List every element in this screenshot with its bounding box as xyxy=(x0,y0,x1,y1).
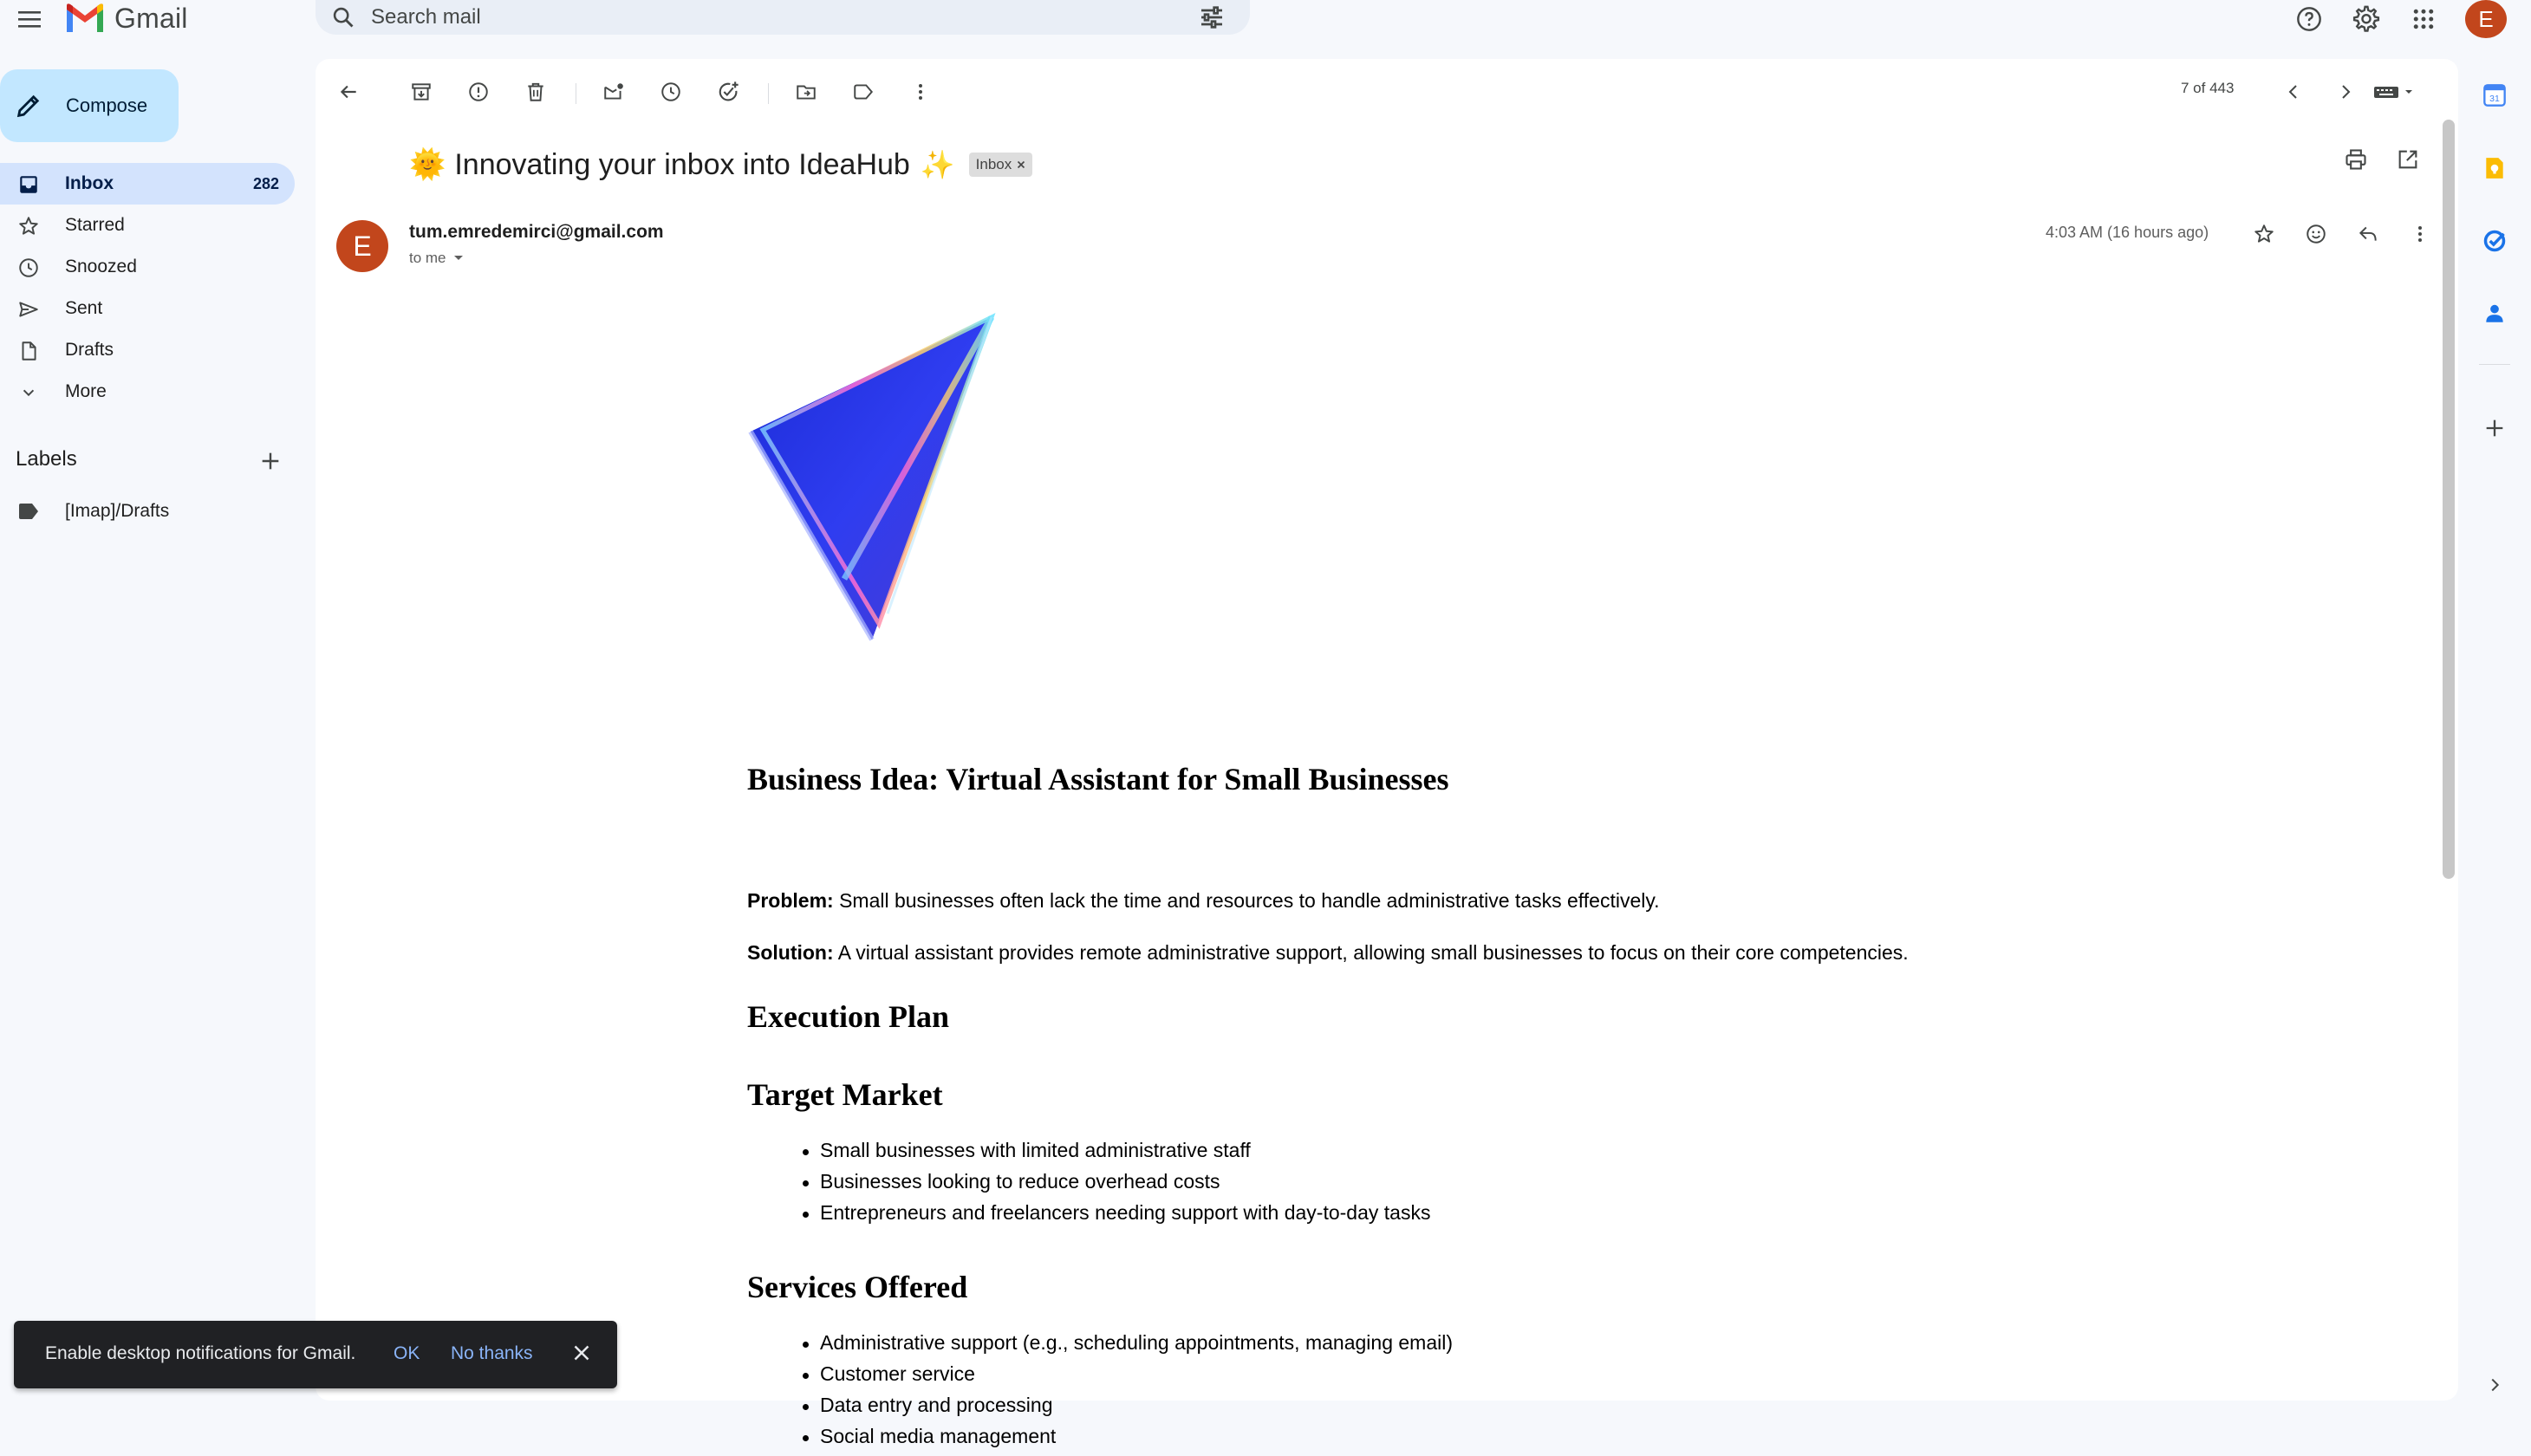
tasks-icon xyxy=(2482,229,2507,253)
toolbar-divider xyxy=(768,83,769,104)
apps-button[interactable] xyxy=(2406,2,2441,36)
inbox-unread-count: 282 xyxy=(252,174,279,192)
paper-plane-image xyxy=(749,319,1044,752)
keep-app-button[interactable] xyxy=(2479,153,2510,184)
archive-icon xyxy=(410,81,433,103)
solution-label: Solution: xyxy=(747,941,834,964)
gmail-logo[interactable] xyxy=(64,0,188,36)
sidebar-item-starred[interactable] xyxy=(0,205,295,246)
apps-grid-icon xyxy=(2411,6,2437,32)
solution-text: A virtual assistant provides remote administrative support, allowing small businesses to focus on their core competencies. xyxy=(833,941,1909,964)
subject-row xyxy=(409,142,1032,187)
star-button[interactable] xyxy=(2247,217,2281,251)
report-spam-button[interactable] xyxy=(461,75,496,109)
close-icon[interactable] xyxy=(1017,160,1025,169)
list-item: Customer service xyxy=(747,1362,1453,1394)
sidebar-label-imap-drafts[interactable] xyxy=(0,491,295,532)
settings-button[interactable] xyxy=(2349,2,2384,36)
more-vert-icon xyxy=(910,81,931,103)
support-button[interactable] xyxy=(2292,2,2326,36)
target-list xyxy=(747,1139,1430,1232)
rail-divider xyxy=(2479,364,2510,365)
inbox-label-chip[interactable] xyxy=(969,153,1033,177)
sender-avatar[interactable]: E xyxy=(336,220,388,272)
sender-email[interactable]: tum.emredemirci@gmail.com xyxy=(409,222,664,242)
clock-icon xyxy=(660,81,682,103)
sidebar-item-label: Drafts xyxy=(65,340,114,360)
calendar-icon xyxy=(2482,83,2507,107)
list-item: Administrative support (e.g., scheduling appointments, managing email) xyxy=(747,1331,1453,1362)
help-icon xyxy=(2295,5,2323,33)
sidebar-nav xyxy=(0,163,295,413)
more-actions-button[interactable] xyxy=(903,75,938,109)
enable-notifications-button[interactable]: OK xyxy=(394,1343,420,1363)
gmail-m-icon xyxy=(64,3,106,34)
decline-notifications-button[interactable]: No thanks xyxy=(451,1343,533,1363)
search-bar[interactable] xyxy=(316,0,1250,35)
add-label-icon[interactable] xyxy=(257,447,284,475)
sparkles-emoji: ✨ xyxy=(920,149,955,180)
contacts-app-button[interactable] xyxy=(2479,298,2510,329)
list-item: Small businesses with limited administrative staff xyxy=(747,1139,1430,1170)
show-side-panel-button[interactable] xyxy=(2479,1369,2510,1401)
search-options-icon[interactable] xyxy=(1198,3,1226,31)
hamburger-icon xyxy=(16,9,42,29)
keyboard-icon xyxy=(2371,81,2419,102)
sidebar-item-label: Starred xyxy=(65,215,125,235)
compose-label: Compose xyxy=(66,94,148,116)
email-subject: Innovating your inbox into IdeaHub xyxy=(454,147,910,181)
body-title: Business Idea: Virtual Assistant for Small Businesses xyxy=(747,762,1449,796)
chevron-right-icon xyxy=(2335,81,2356,102)
report-icon xyxy=(467,81,490,103)
account-avatar[interactable]: E xyxy=(2465,0,2507,38)
message-more-button[interactable] xyxy=(2403,217,2437,251)
gear-icon xyxy=(2352,4,2381,34)
open-in-new-icon xyxy=(2396,147,2420,172)
caret-down-icon xyxy=(453,255,464,262)
label-outline-icon xyxy=(851,81,875,103)
mark-unread-button[interactable] xyxy=(596,75,631,109)
search-icon[interactable] xyxy=(331,5,355,29)
keep-icon xyxy=(2483,156,2506,180)
services-heading: Services Offered xyxy=(747,1270,968,1304)
recipients-label: to me xyxy=(409,250,446,266)
add-task-icon xyxy=(716,80,740,104)
delete-button[interactable] xyxy=(518,75,553,109)
inbox-icon xyxy=(17,173,40,196)
sidebar-item-label: More xyxy=(65,381,107,401)
problem-label: Problem: xyxy=(747,889,834,912)
add-reaction-button[interactable] xyxy=(2299,217,2333,251)
sidebar-item-label: Sent xyxy=(65,298,103,318)
get-addons-button[interactable] xyxy=(2479,413,2510,444)
pencil-icon xyxy=(14,91,43,120)
folder-move-icon xyxy=(794,81,818,103)
main-menu-button[interactable] xyxy=(12,2,47,36)
list-item: Entrepreneurs and freelancers needing support with day-to-day tasks xyxy=(747,1201,1430,1232)
target-heading: Target Market xyxy=(747,1077,943,1112)
chevron-right-icon xyxy=(2485,1375,2504,1394)
open-new-window-button[interactable] xyxy=(2391,142,2425,177)
arrow-back-icon xyxy=(337,81,360,103)
tasks-app-button[interactable] xyxy=(2479,225,2510,257)
svg-text:31: 31 xyxy=(2489,94,2500,104)
draft-icon xyxy=(17,340,40,362)
move-to-button[interactable] xyxy=(789,75,823,109)
add-to-tasks-button[interactable] xyxy=(711,75,745,109)
print-all-button[interactable] xyxy=(2339,142,2373,177)
labels-heading: Labels xyxy=(16,447,77,471)
back-button[interactable] xyxy=(331,75,366,109)
archive-button[interactable] xyxy=(404,75,439,109)
sidebar-item-sent[interactable] xyxy=(0,288,295,329)
sidebar-item-more[interactable] xyxy=(0,371,295,413)
top-bar xyxy=(0,0,2531,52)
search-input[interactable] xyxy=(371,3,1151,31)
pagination-text: 7 of 443 xyxy=(2181,80,2235,96)
services-list xyxy=(747,1331,1453,1456)
reply-button[interactable] xyxy=(2351,217,2385,251)
sun-emoji: 🌞 xyxy=(409,148,446,181)
clock-icon xyxy=(17,257,40,279)
compose-button[interactable] xyxy=(0,69,179,142)
reply-icon xyxy=(2357,223,2379,245)
solution-paragraph xyxy=(747,941,1909,965)
snooze-button[interactable] xyxy=(654,75,688,109)
problem-text: Small businesses often lack the time and resources to handle administrative tasks effectively. xyxy=(833,889,1660,912)
newer-button[interactable] xyxy=(2276,75,2311,109)
gmail-wordmark: Gmail xyxy=(114,2,188,34)
inbox-chip-label: Inbox xyxy=(975,156,1012,172)
emoji-icon xyxy=(2305,223,2327,245)
sidebar-item-snoozed[interactable] xyxy=(0,246,295,288)
recipients-toggle[interactable] xyxy=(409,250,464,267)
mark-unread-icon xyxy=(602,81,626,103)
more-vert-icon xyxy=(2410,223,2430,245)
sidebar-item-drafts[interactable] xyxy=(0,329,295,371)
sidebar-item-label: Snoozed xyxy=(65,257,137,276)
sidebar-item-inbox[interactable] xyxy=(0,163,295,205)
problem-paragraph xyxy=(747,889,1660,913)
chevron-left-icon xyxy=(2283,81,2304,102)
message-scrollbar[interactable] xyxy=(2443,120,2455,879)
contacts-icon xyxy=(2483,302,2506,326)
print-icon xyxy=(2344,147,2368,172)
trash-icon xyxy=(524,81,547,103)
chevron-down-icon xyxy=(17,381,40,404)
close-icon[interactable] xyxy=(569,1340,595,1366)
sidebar-item-label: Inbox xyxy=(65,173,114,193)
star-icon xyxy=(17,215,40,237)
star-icon xyxy=(2253,223,2275,245)
send-icon xyxy=(17,298,40,321)
snackbar-message: Enable desktop notifications for Gmail. xyxy=(45,1343,356,1363)
list-item: Data entry and processing xyxy=(747,1394,1453,1425)
message-view xyxy=(316,59,2458,1447)
calendar-app-button[interactable] xyxy=(2479,80,2510,111)
execution-heading: Execution Plan xyxy=(747,999,950,1034)
sidebar-label-text: [Imap]/Drafts xyxy=(65,501,170,521)
input-tools-button[interactable] xyxy=(2365,75,2425,109)
labels-button[interactable] xyxy=(846,75,881,109)
notification-snackbar xyxy=(14,1321,617,1388)
label-icon xyxy=(17,503,40,520)
email-timestamp: 4:03 AM (16 hours ago) xyxy=(2046,224,2209,241)
list-item: Social media management xyxy=(747,1425,1453,1456)
plus-icon xyxy=(2482,416,2507,440)
older-button[interactable] xyxy=(2328,75,2363,109)
list-item: Businesses looking to reduce overhead costs xyxy=(747,1170,1430,1201)
